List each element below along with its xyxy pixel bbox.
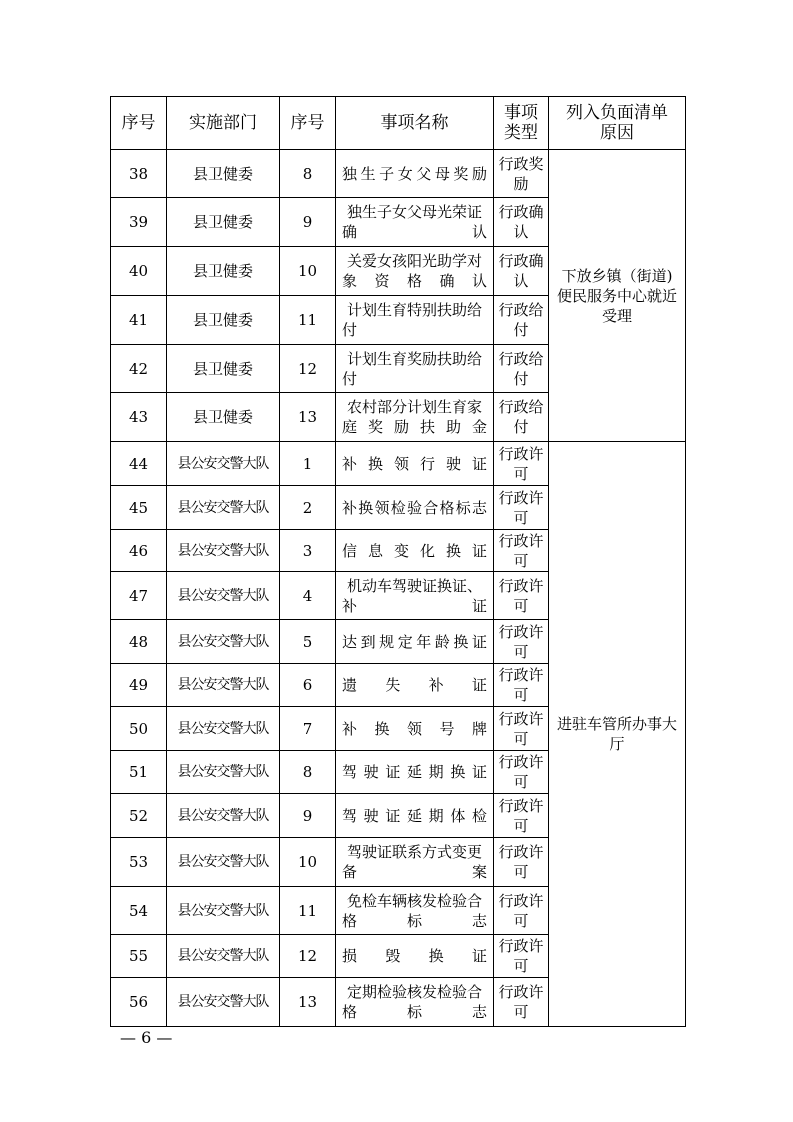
row-sub-seq: 10 — [280, 247, 336, 296]
row-department: 县公安交警大队 — [167, 707, 280, 751]
row-item-name: 信息变化换证 — [336, 530, 494, 572]
row-seq: 45 — [111, 486, 167, 530]
row-sub-seq: 11 — [280, 887, 336, 935]
row-sub-seq: 12 — [280, 935, 336, 978]
row-item-name: 驾驶证延期换证 — [336, 751, 494, 794]
row-sub-seq: 8 — [280, 150, 336, 198]
row-department: 县卫健委 — [167, 345, 280, 393]
row-department: 县公安交警大队 — [167, 620, 280, 664]
row-sub-seq: 9 — [280, 198, 336, 247]
row-item-name: 机动车驾驶证换证、补证 — [336, 572, 494, 620]
row-department: 县公安交警大队 — [167, 887, 280, 935]
row-seq: 40 — [111, 247, 167, 296]
row-department: 县卫健委 — [167, 198, 280, 247]
row-item-name: 达到规定年龄换证 — [336, 620, 494, 664]
row-department: 县公安交警大队 — [167, 442, 280, 486]
row-seq: 50 — [111, 707, 167, 751]
row-sub-seq: 11 — [280, 296, 336, 345]
row-item-name: 驾驶证联系方式变更备案 — [336, 838, 494, 887]
reason-group-local: 下放乡镇（街道)便民服务中心就近受理 — [549, 150, 686, 442]
row-item-type: 行政许可 — [494, 978, 549, 1027]
row-sub-seq: 8 — [280, 751, 336, 794]
row-item-name: 免检车辆核发检验合格标志 — [336, 887, 494, 935]
row-item-name: 独生子女父母光荣证确认 — [336, 198, 494, 247]
row-item-type: 行政奖励 — [494, 150, 549, 198]
row-item-name: 补换领行驶证 — [336, 442, 494, 486]
row-seq: 49 — [111, 664, 167, 707]
row-department: 县卫健委 — [167, 150, 280, 198]
row-item-name: 遗失补证 — [336, 664, 494, 707]
row-item-name: 农村部分计划生育家庭奖励扶助金 — [336, 393, 494, 442]
row-item-type: 行政确认 — [494, 198, 549, 247]
page-number: — 6 — — [120, 1028, 173, 1047]
row-item-name: 补换领检验合格标志 — [336, 486, 494, 530]
row-item-name: 计划生育特别扶助给付 — [336, 296, 494, 345]
row-item-type: 行政许可 — [494, 751, 549, 794]
row-seq: 38 — [111, 150, 167, 198]
row-department: 县公安交警大队 — [167, 794, 280, 838]
row-department: 县公安交警大队 — [167, 530, 280, 572]
row-item-type: 行政许可 — [494, 620, 549, 664]
row-item-name: 损毁换证 — [336, 935, 494, 978]
row-item-name: 补换领号牌 — [336, 707, 494, 751]
header-item-name: 事项名称 — [336, 97, 494, 150]
row-item-type: 行政许可 — [494, 707, 549, 751]
row-sub-seq: 7 — [280, 707, 336, 751]
row-item-type: 行政许可 — [494, 572, 549, 620]
items-table — [110, 96, 686, 1027]
row-item-name: 定期检验核发检验合格标志 — [336, 978, 494, 1027]
row-sub-seq: 6 — [280, 664, 336, 707]
row-seq: 46 — [111, 530, 167, 572]
row-seq: 51 — [111, 751, 167, 794]
row-department: 县卫健委 — [167, 393, 280, 442]
row-department: 县卫健委 — [167, 296, 280, 345]
row-department: 县公安交警大队 — [167, 935, 280, 978]
table-row — [111, 442, 686, 486]
row-sub-seq: 4 — [280, 572, 336, 620]
row-item-name: 独生子女父母奖励 — [336, 150, 494, 198]
reason-group-dmv: 进驻车管所办事大厅 — [549, 442, 686, 1027]
row-sub-seq: 3 — [280, 530, 336, 572]
row-item-type: 行政许可 — [494, 794, 549, 838]
row-item-type: 行政许可 — [494, 664, 549, 707]
row-sub-seq: 1 — [280, 442, 336, 486]
header-department: 实施部门 — [167, 97, 280, 150]
row-item-type: 行政给付 — [494, 296, 549, 345]
row-sub-seq: 13 — [280, 978, 336, 1027]
row-seq: 39 — [111, 198, 167, 247]
row-sub-seq: 13 — [280, 393, 336, 442]
table-row — [111, 150, 686, 198]
header-seq: 序号 — [111, 97, 167, 150]
row-seq: 42 — [111, 345, 167, 393]
row-seq: 41 — [111, 296, 167, 345]
row-item-type: 行政许可 — [494, 442, 549, 486]
row-sub-seq: 5 — [280, 620, 336, 664]
row-department: 县公安交警大队 — [167, 486, 280, 530]
row-item-type: 行政许可 — [494, 486, 549, 530]
table-header-row — [111, 97, 686, 150]
row-seq: 52 — [111, 794, 167, 838]
row-sub-seq: 2 — [280, 486, 336, 530]
row-sub-seq: 10 — [280, 838, 336, 887]
row-item-type: 行政给付 — [494, 345, 549, 393]
row-item-type: 行政许可 — [494, 838, 549, 887]
row-item-type: 行政许可 — [494, 935, 549, 978]
row-item-type: 行政确认 — [494, 247, 549, 296]
row-seq: 43 — [111, 393, 167, 442]
row-seq: 56 — [111, 978, 167, 1027]
header-sub-seq: 序号 — [280, 97, 336, 150]
row-department: 县卫健委 — [167, 247, 280, 296]
row-department: 县公安交警大队 — [167, 838, 280, 887]
row-item-type: 行政给付 — [494, 393, 549, 442]
row-seq: 53 — [111, 838, 167, 887]
header-item-type: 事项类型 — [494, 97, 549, 150]
row-sub-seq: 12 — [280, 345, 336, 393]
row-item-name: 驾驶证延期体检 — [336, 794, 494, 838]
row-sub-seq: 9 — [280, 794, 336, 838]
row-item-type: 行政许可 — [494, 530, 549, 572]
row-seq: 55 — [111, 935, 167, 978]
row-item-name: 关爱女孩阳光助学对象资格确认 — [336, 247, 494, 296]
row-department: 县公安交警大队 — [167, 572, 280, 620]
row-item-type: 行政许可 — [494, 887, 549, 935]
row-seq: 47 — [111, 572, 167, 620]
row-department: 县公安交警大队 — [167, 751, 280, 794]
header-reason: 列入负面清单原因 — [549, 97, 686, 150]
row-seq: 54 — [111, 887, 167, 935]
row-seq: 48 — [111, 620, 167, 664]
row-department: 县公安交警大队 — [167, 664, 280, 707]
row-department: 县公安交警大队 — [167, 978, 280, 1027]
row-seq: 44 — [111, 442, 167, 486]
row-item-name: 计划生育奖励扶助给付 — [336, 345, 494, 393]
